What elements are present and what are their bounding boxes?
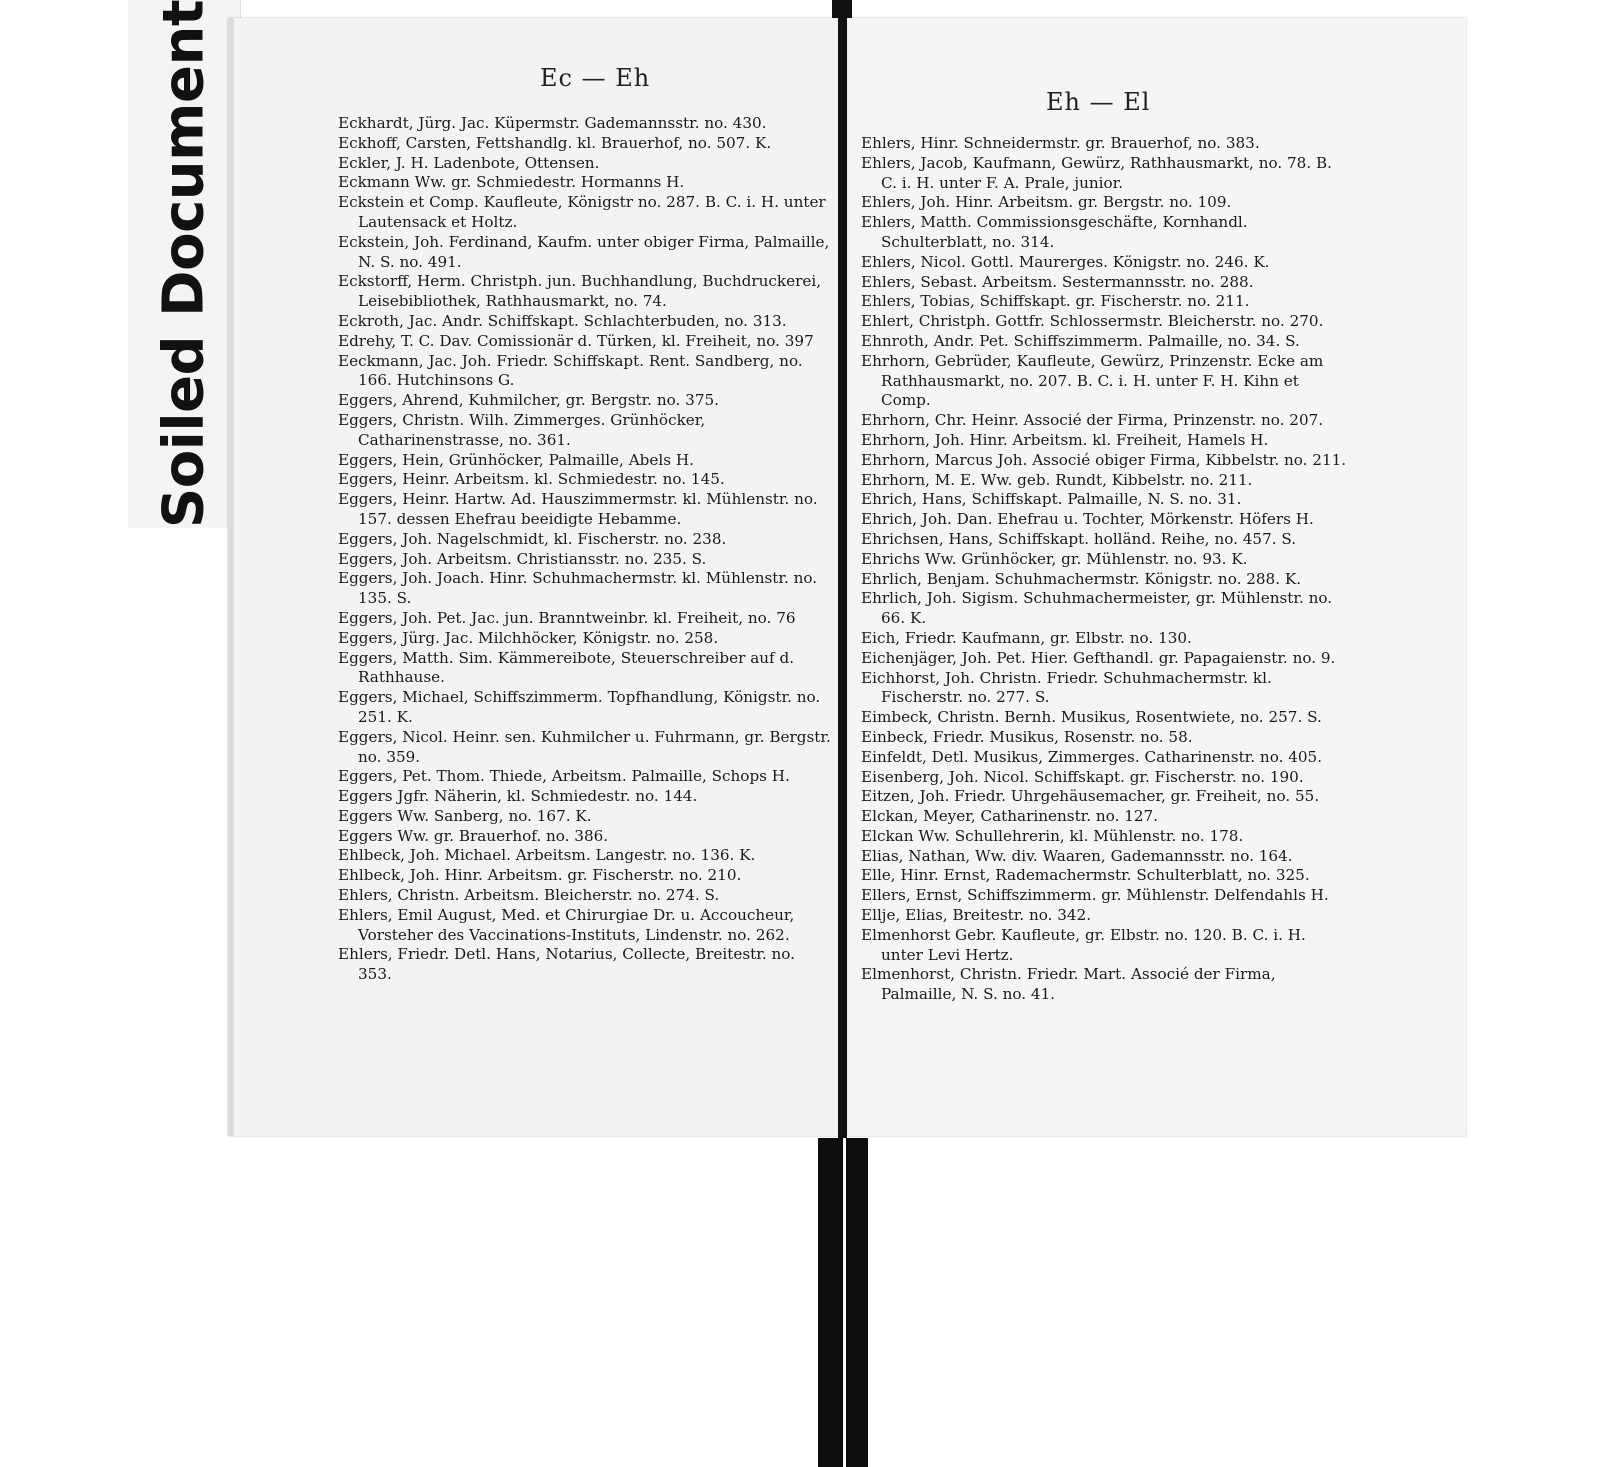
- directory-entry: Ehrhorn, Joh. Hinr. Arbeitsm. kl. Freiheit, Hamels H.: [861, 430, 1269, 449]
- directory-entry: Eggers, Pet. Thom. Thiede, Arbeitsm. Palmaille, Schops H.: [338, 767, 790, 786]
- directory-entry: Elmenhorst Gebr. Kaufleute, gr. Elbstr. no. 120. B. C. i. H. unter Levi Hertz.: [861, 925, 1306, 964]
- ribbon-gap: [843, 1138, 846, 1467]
- directory-entry: Eggers, Joh. Arbeitsm. Christiansstr. no. 235. S.: [338, 549, 707, 568]
- directory-entry: Eckler, J. H. Ladenbote, Ottensen.: [338, 153, 600, 172]
- directory-entry: Elmenhorst, Christn. Friedr. Mart. Associé der Firma, Palmaille, N. S. no. 41.: [861, 965, 1276, 1004]
- directory-entry: Ehrichs Ww. Grünhöcker, gr. Mühlenstr. no. 93. K.: [861, 549, 1248, 568]
- book-spine: [838, 8, 847, 1138]
- directory-entry: Edrehy, T. C. Dav. Comissionär d. Türken, kl. Freiheit, no. 397: [338, 331, 814, 350]
- directory-entry: Ehlers, Nicol. Gottl. Maurerges. Königstr. no. 246. K.: [861, 252, 1270, 271]
- directory-entry: Elle, Hinr. Ernst, Rademachermstr. Schulterblatt, no. 325.: [861, 866, 1310, 885]
- directory-entry: Einbeck, Friedr. Musikus, Rosenstr. no. 58.: [861, 727, 1193, 746]
- directory-entry: Ehlers, Sebast. Arbeitsm. Sestermannsstr. no. 288.: [861, 272, 1254, 291]
- right-entries: [861, 134, 1351, 1005]
- directory-entry: Elckan Ww. Schullehrerin, kl. Mühlenstr. no. 178.: [861, 826, 1244, 845]
- directory-entry: Ehnroth, Andr. Pet. Schiffszimmerm. Palmaille, no. 34. S.: [861, 331, 1300, 350]
- directory-entry: Eggers, Nicol. Heinr. sen. Kuhmilcher u. Fuhrmann, gr. Bergstr. no. 359.: [338, 727, 831, 766]
- directory-entry: Ehrhorn, M. E. Ww. geb. Rundt, Kibbelstr. no. 211.: [861, 470, 1253, 489]
- directory-entry: Eggers Ww. gr. Brauerhof. no. 386.: [338, 826, 609, 845]
- directory-entry: Ehlers, Emil August, Med. et Chirurgiae Dr. u. Accoucheur, Vorsteher des Vaccinations-Instituts, Lindenstr. no. 262.: [338, 905, 795, 944]
- directory-entry: Eggers, Hein, Grünhöcker, Palmaille, Abels H.: [338, 450, 694, 469]
- directory-entry: Ehrhorn, Chr. Heinr. Associé der Firma, Prinzenstr. no. 207.: [861, 411, 1324, 430]
- directory-entry: Einfeldt, Detl. Musikus, Zimmerges. Catharinenstr. no. 405.: [861, 747, 1323, 766]
- directory-entry: Ehrlich, Joh. Sigism. Schuhmachermeister, gr. Mühlenstr. no. 66. K.: [861, 589, 1333, 628]
- directory-entry: Ehlers, Matth. Commissionsgeschäfte, Kornhandl. Schulterblatt, no. 314.: [861, 213, 1248, 251]
- directory-entry: Ehlers, Tobias, Schiffskapt. gr. Fischerstr. no. 211.: [861, 292, 1250, 311]
- directory-entry: Eggers, Joh. Pet. Jac. jun. Branntweinbr. kl. Freiheit, no. 76: [338, 608, 796, 627]
- directory-entry: Eckroth, Jac. Andr. Schiffskapt. Schlachterbuden, no. 313.: [338, 311, 787, 330]
- directory-entry: Eimbeck, Christn. Bernh. Musikus, Rosentwiete, no. 257. S.: [861, 708, 1322, 727]
- directory-entry: Ehlers, Friedr. Detl. Hans, Notarius, Collecte, Breitestr. no. 353.: [338, 945, 795, 984]
- directory-entry: Eisenberg, Joh. Nicol. Schiffskapt. gr. Fischerstr. no. 190.: [861, 767, 1304, 786]
- directory-entry: Ehlbeck, Joh. Michael. Arbeitsm. Langestr. no. 136. K.: [338, 846, 756, 865]
- directory-entry: Ellje, Elias, Breitestr. no. 342.: [861, 906, 1092, 925]
- directory-entry: Eichenjäger, Joh. Pet. Hier. Gefthandl. gr. Papagaienstr. no. 9.: [861, 648, 1336, 667]
- directory-entry: Eggers, Jürg. Jac. Milchhöcker, Königstr. no. 258.: [338, 628, 719, 647]
- directory-entry: Eckstein, Joh. Ferdinand, Kaufm. unter obiger Firma, Palmaille, N. S. no. 491.: [338, 232, 830, 271]
- directory-entry: Eckstorff, Herm. Christph. jun. Buchhandlung, Buchdruckerei, Leisebibliothek, Rathhausmarkt, no. 74.: [338, 272, 822, 311]
- right-page-heading: Eh — El: [1046, 88, 1151, 116]
- directory-entry: Eggers, Joh. Joach. Hinr. Schuhmachermstr. kl. Mühlenstr. no. 135. S.: [338, 569, 818, 608]
- directory-entry: Eggers Jgfr. Näherin, kl. Schmiedestr. no. 144.: [338, 787, 698, 806]
- left-entries: [338, 114, 832, 985]
- document-label: Soiled Document: [151, 0, 217, 529]
- directory-entry: Ellers, Ernst, Schiffszimmerm. gr. Mühlenstr. Delfendahls H.: [861, 886, 1329, 905]
- directory-entry: Eich, Friedr. Kaufmann, gr. Elbstr. no. 130.: [861, 628, 1192, 647]
- directory-entry: Ehrichsen, Hans, Schiffskapt. holländ. Reihe, no. 457. S.: [861, 529, 1297, 548]
- directory-entry: Eggers, Heinr. Hartw. Ad. Hauszimmermstr. kl. Mühlenstr. no. 157. dessen Ehefrau beeidigte Hebamme.: [338, 490, 818, 528]
- directory-entry: Ehlbeck, Joh. Hinr. Arbeitsm. gr. Fischerstr. no. 210.: [338, 866, 742, 885]
- directory-entry: Ehlert, Christph. Gottfr. Schlossermstr. Bleicherstr. no. 270.: [861, 312, 1324, 331]
- directory-entry: Ehlers, Joh. Hinr. Arbeitsm. gr. Bergstr. no. 109.: [861, 193, 1232, 212]
- directory-entry: Eichhorst, Joh. Christn. Friedr. Schuhmachermstr. kl. Fischerstr. no. 277. S.: [861, 668, 1272, 707]
- directory-entry: Ehrich, Hans, Schiffskapt. Palmaille, N. S. no. 31.: [861, 490, 1242, 509]
- directory-entry: Eeckmann, Jac. Joh. Friedr. Schiffskapt. Rent. Sandberg, no. 166. Hutchinsons G.: [338, 351, 803, 390]
- directory-entry: Eggers Ww. Sanberg, no. 167. K.: [338, 806, 592, 825]
- directory-entry: Eitzen, Joh. Friedr. Uhrgehäusemacher, gr. Freiheit, no. 55.: [861, 787, 1320, 806]
- directory-entry: Eggers, Heinr. Arbeitsm. kl. Schmiedestr. no. 145.: [338, 470, 725, 489]
- directory-entry: Eggers, Ahrend, Kuhmilcher, gr. Bergstr. no. 375.: [338, 391, 719, 410]
- directory-entry: Eggers, Michael, Schiffszimmerm. Topfhandlung, Königstr. no. 251. K.: [338, 688, 821, 726]
- directory-entry: Ehlers, Christn. Arbeitsm. Bleicherstr. no. 274. S.: [338, 886, 720, 905]
- directory-entry: Eckstein et Comp. Kaufleute, Königstr no. 287. B. C. i. H. unter Lautensack et Holtz.: [338, 193, 826, 231]
- directory-entry: Ehlers, Jacob, Kaufmann, Gewürz, Rathhausmarkt, no. 78. B. C. i. H. unter F. A. Prale, junior.: [861, 153, 1332, 192]
- directory-entry: Eggers, Matth. Sim. Kämmereibote, Steuerschreiber auf d. Rathhause.: [338, 648, 795, 687]
- left-page-heading: Ec — Eh: [540, 64, 651, 92]
- directory-entry: Eggers, Christn. Wilh. Zimmerges. Grünhöcker, Catharinenstrasse, no. 361.: [338, 410, 706, 449]
- directory-entry: Ehrhorn, Marcus Joh. Associé obiger Firma, Kibbelstr. no. 211.: [861, 450, 1347, 469]
- directory-entry: Ehlers, Hinr. Schneidermstr. gr. Brauerhof, no. 383.: [861, 134, 1260, 152]
- directory-entry: Eckhardt, Jürg. Jac. Küpermstr. Gademannsstr. no. 430.: [338, 114, 767, 132]
- directory-entry: Eggers, Joh. Nagelschmidt, kl. Fischerstr. no. 238.: [338, 529, 727, 548]
- directory-entry: Ehrhorn, Gebrüder, Kaufleute, Gewürz, Prinzenstr. Ecke am Rathhausmarkt, no. 207. B. C. i. H. unter F. H. Kihn et Comp.: [861, 351, 1324, 410]
- directory-entry: Ehrich, Joh. Dan. Ehefrau u. Tochter, Mörkenstr. Höfers H.: [861, 510, 1314, 529]
- directory-entry: Ehrlich, Benjam. Schuhmachermstr. Königstr. no. 288. K.: [861, 569, 1302, 588]
- directory-entry: Elckan, Meyer, Catharinenstr. no. 127.: [861, 807, 1159, 826]
- directory-entry: Elias, Nathan, Ww. div. Waaren, Gademannsstr. no. 164.: [861, 846, 1293, 865]
- directory-entry: Eckmann Ww. gr. Schmiedestr. Hormanns H.: [338, 173, 685, 192]
- directory-entry: Eckhoff, Carsten, Fettshandlg. kl. Brauerhof, no. 507. K.: [338, 133, 772, 152]
